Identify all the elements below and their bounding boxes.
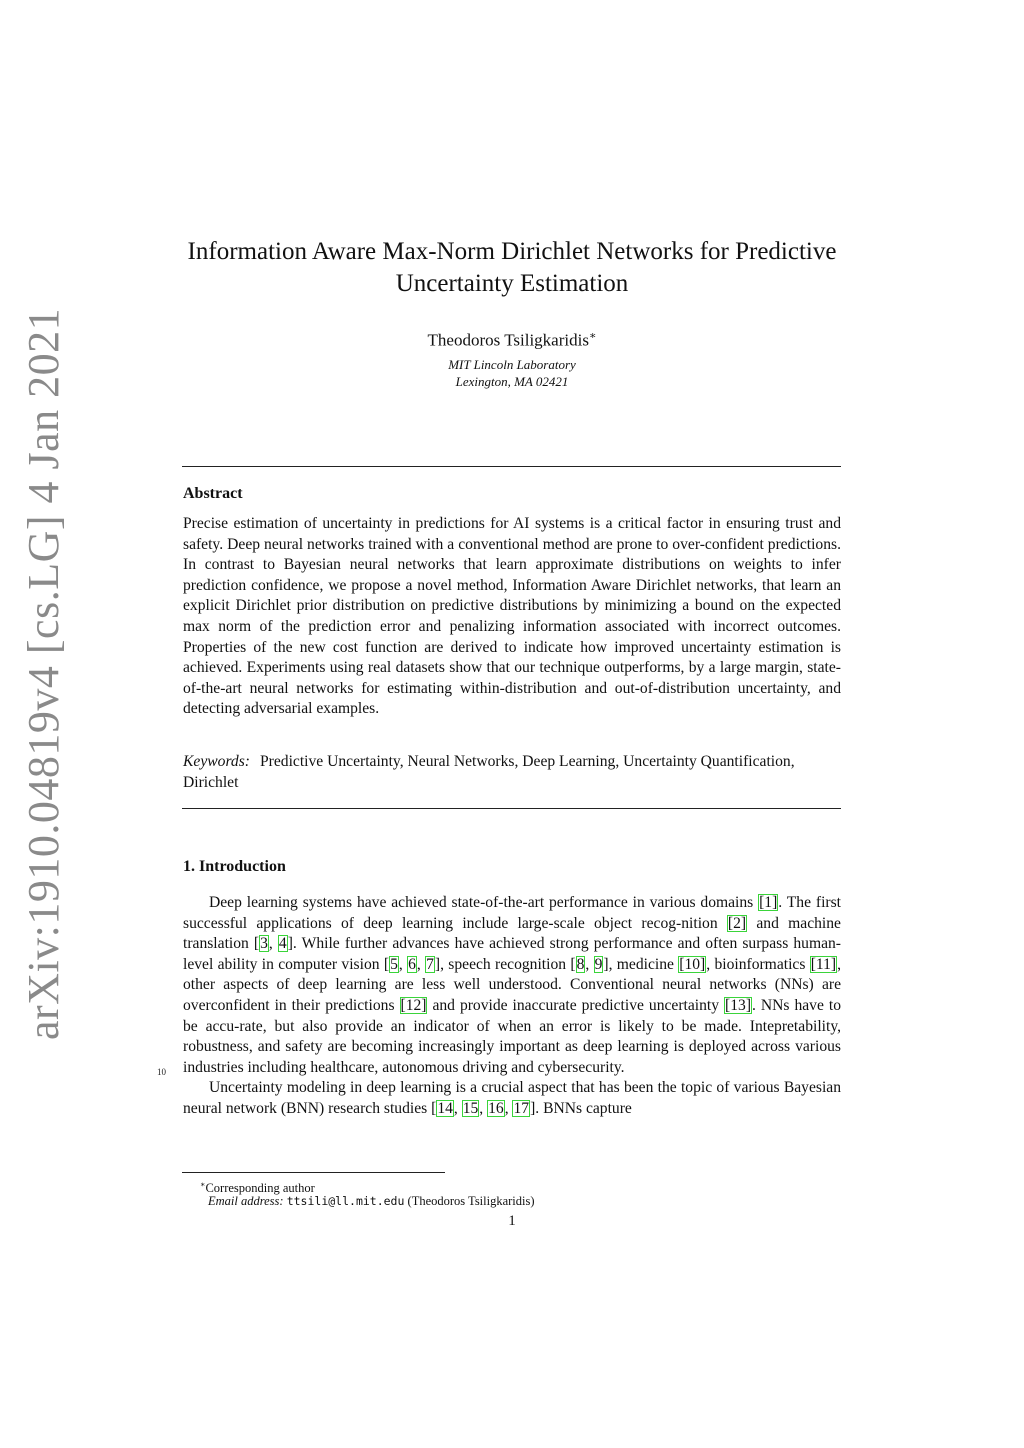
abstract-bottom-rule [182,808,841,809]
keywords [183,752,841,793]
introduction-paragraph-1 [183,893,841,1078]
citation-link[interactable]: 8 [576,955,585,973]
citation-link[interactable]: 17 [513,1099,530,1117]
abstract-top-rule [182,466,841,467]
paragraph-text: . NNs have to be accu-rate, but also provide an indicator of when an error is likely to be made. Intepretability, robustness, and safety are becoming increasingly important as deep learning is deployed across various industries including healthcare, autonomous driving and cybersecurity. [183,996,841,1076]
introduction-body [183,893,841,1120]
keywords-label: Keywords: [183,753,250,770]
paragraph-text: . The first successful applications of deep learning include large-scale object recog-nition [183,894,841,932]
paragraph-text: , other aspects of deep learning are less well understood. Conventional neural networks (NNs) are overconfident in their predictions [183,955,842,1014]
page-number: 1 [508,1213,516,1229]
citation-link[interactable]: 16 [488,1099,504,1117]
paragraph-text: Deep learning systems have achieved state-of-the-art performance in various domains [209,894,759,911]
citation-link[interactable]: [2] [727,914,747,932]
paper-title: Information Aware Max-Norm Dirichlet Networks for Predictive Uncertainty Estimation [187,238,837,297]
citation-link[interactable]: 14 [437,1099,453,1117]
paragraph-text: , [268,935,278,953]
paragraph-text: , [479,1099,488,1117]
paragraph-text: and provide inaccurate predictive uncertainty [427,996,725,1014]
footnote-mark: ∗ [200,1180,206,1189]
affiliation-institution: MIT Lincoln Laboratory [448,357,576,372]
affiliation-location: Lexington, MA 02421 [455,374,569,389]
abstract-heading: Abstract [183,485,243,502]
footnote-rule [182,1172,445,1173]
citation-link[interactable]: [12] [400,996,427,1014]
author-name: Theodoros Tsiligkaridis [427,330,589,350]
affiliation-block [150,356,874,390]
paragraph-text: ]. While further advances have achieved strong performance and often surpass human-level ability in computer vision [ [183,935,842,973]
paragraph-text: and machine translation [ [183,914,841,953]
paragraph-text: ]. BNNs capture [530,1099,632,1117]
paragraph-text: , [453,1099,462,1117]
arxiv-identifier: arXiv:1910.04819v4 [cs.LG] 4 Jan 2021 [19,307,68,1040]
email-owner: (Theodoros Tsiligkaridis) [407,1194,535,1208]
citation-link[interactable]: [11] [810,955,837,973]
citation-link[interactable]: [1] [759,894,778,911]
email-label: Email address: [208,1194,284,1208]
author-block [150,325,874,352]
paragraph-text: Uncertainty modeling in deep learning is a crucial aspect that has been the topic of various Bayesian neural network (BNN) research studies [ [183,1079,841,1117]
introduction-paragraph-2 [183,1078,841,1119]
citation-link[interactable]: 6 [408,955,416,973]
citation-link[interactable]: 9 [594,955,603,973]
email-address[interactable]: ttsili@ll.mit.edu [286,1194,405,1208]
keywords-text: Predictive Uncertainty, Neural Networks, Deep Learning, Uncertainty Quantification, Dirichlet [183,753,795,791]
citation-link[interactable]: 4 [278,935,287,953]
citation-link[interactable]: [10] [679,955,706,973]
footnote-email [208,1193,535,1209]
introduction-heading: 1. Introduction [183,858,286,875]
citation-link[interactable]: [13] [725,996,752,1014]
author-footnote-mark[interactable]: ∗ [588,330,597,342]
paragraph-text: , [585,955,594,973]
paragraph-text: ], speech recognition [ [434,955,576,973]
abstract-text: Precise estimation of uncertainty in predictions for AI systems is a critical factor in ensuring trust and safety. Deep neural networks trained with a conventional method are prone to over-confident predictions. In contrast to Bayesian neural networks that learn approximate distributions on weights to infer prediction confidence, we propose a novel method, Information Aware Dirichlet networks, that learn an explicit Dirichlet prior distribution on predictive distributions by minimizing a bound on the expected max norm of the prediction error and penalizing information associated with incorrect outcomes. Properties of the new cost function are derived to indicate how improved uncertainty estimation is achieved. Experiments using real datasets show that our technique outperforms, by a large margin, state-of-the-art neural networks for estimating within-distribution and out-of-distribution uncertainty, and detecting adversarial examples. [183,515,841,718]
citation-link[interactable]: 15 [462,1099,479,1117]
citation-link[interactable]: 7 [426,955,434,973]
citation-link[interactable]: 3 [260,935,268,953]
paragraph-text: , bioinformatics [706,955,810,973]
line-number: 10 [157,1067,166,1077]
paragraph-text: , [416,955,426,973]
footnote-text: Corresponding author [205,1181,315,1196]
paragraph-text: ], medicine [603,955,679,973]
paragraph-text: , [504,1099,513,1117]
citation-link[interactable]: 5 [390,955,398,973]
paragraph-text: , [398,955,408,973]
